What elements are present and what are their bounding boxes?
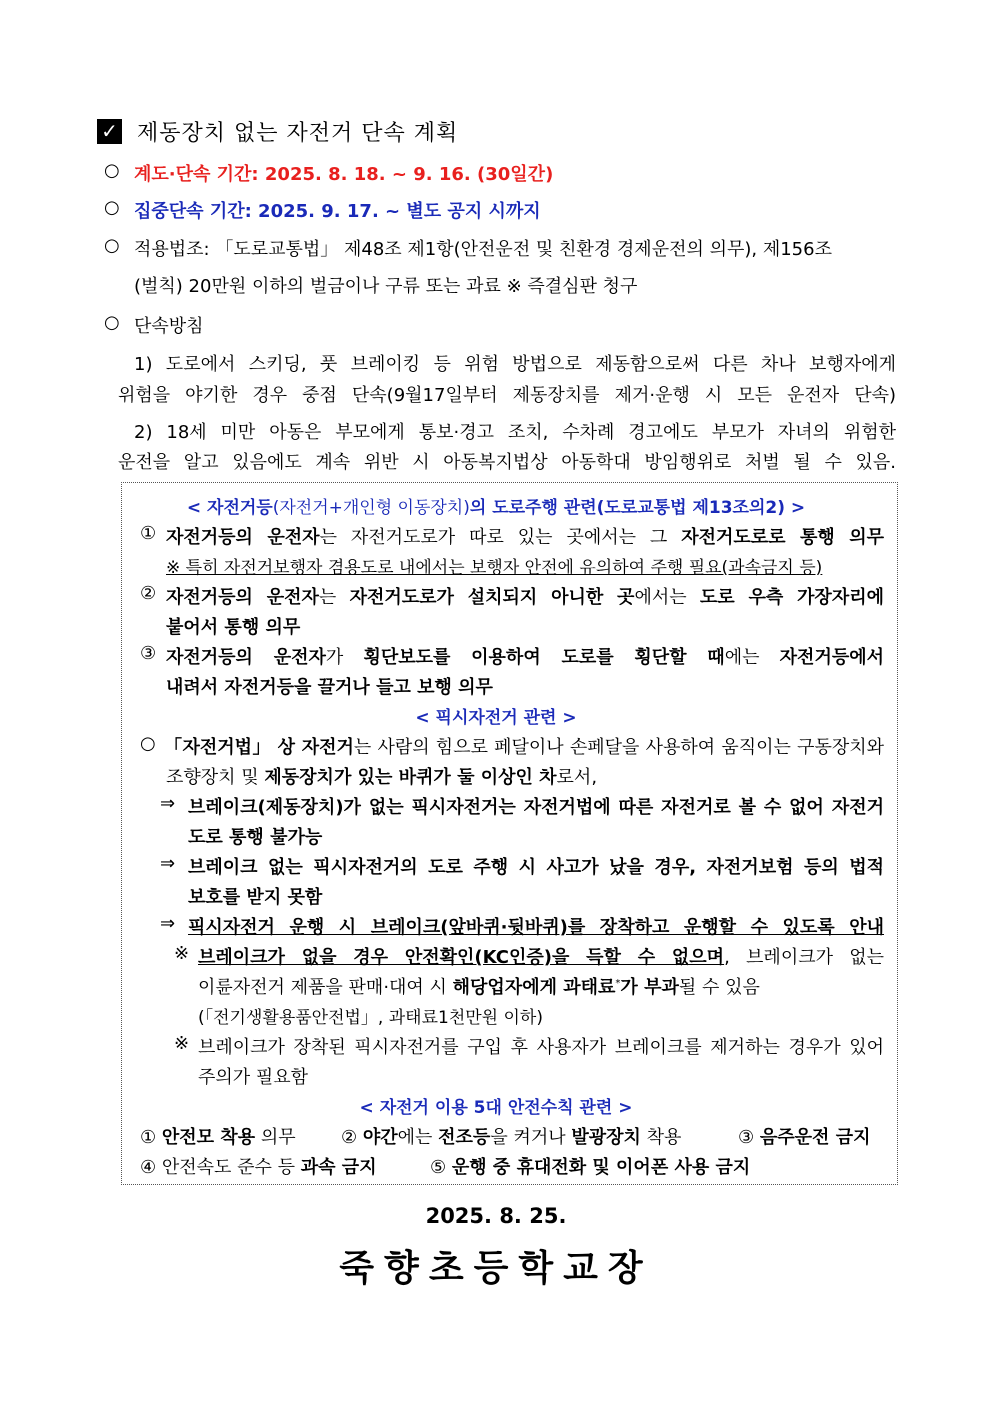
arrow-1-line-1: 브레이크(제동장치)가 없는 픽시자전거는 자전거법에 따른 자전거로 볼 수 없어 자전거 [188,797,884,818]
pixie-heading: < 픽시자전거 관련 > [415,708,577,728]
rule-3-line-2: 내려서 자전거등을 끌거나 들고 보행 의무 [166,677,493,698]
safety-rule-5: ⑤ 운행 중 휴대전화 및 이어폰 사용 금지 [430,1157,751,1178]
safety-rule-3: ③ 음주운전 금지 [738,1127,871,1148]
law-bullet: ○ [104,235,120,256]
document-date: 2025. 8. 25. [425,1204,567,1228]
law-line-1: 적용법조: 「도로교통법」 제48조 제1항(안전운전 및 친환경 경제운전의 의무), 제156조 [134,239,832,260]
focus-period: 집중단속 기간: 2025. 9. 17. ~ 별도 공지 시까지 [134,201,541,222]
note-2-line-1: 브레이크가 장착된 픽시자전거를 구입 후 사용자가 브레이크를 제거하는 경우가 있어 [198,1037,884,1058]
note-1-line-3: (「전기생활용품안전법」, 과태료1천만원 이하) [198,1008,543,1028]
note-1-line-2: 이륜자전거 제품을 판매·대여 시 해당업자에게 과태료*가 부과될 수 있음 [198,977,760,998]
pixie-definition-line-1: 「자전거법」 상 자전거는 사람의 힘으로 페달이나 손페달을 사용하여 움직이는 구동장치와 [164,737,884,758]
rule-1-text: 자전거등의 운전자는 자전거도로가 따로 있는 곳에서는 그 자전거도로로 통행 의무 [166,527,884,548]
checkbox-checked-icon: ✓ [97,119,122,144]
pixie-bullet: ○ [140,733,156,754]
safety-rules-heading: < 자전거 이용 5대 안전수칙 관련 > [359,1098,633,1118]
rule-3-text: 자전거등의 운전자가 횡단보도를 이용하여 도로를 횡단할 때에는 자전거등에서 [166,647,884,668]
document-title: 제동장치 없는 자전거 단속 계획 [137,121,459,146]
heading-part-a: < 자전거등 [186,498,273,518]
policy-2-line-1: 2) 18세 미만 아동은 부모에게 통보·경고 조치, 수차례 경고에도 부모가 자녀의 위험한 [134,422,896,443]
safety-rule-1: ① 안전모 착용 의무 [140,1127,296,1148]
arrow-2-icon: ⇒ [160,853,176,874]
law-line-2: (벌칙) 20만원 이하의 벌금이나 구류 또는 과료 ※ 즉결심판 청구 [134,276,638,297]
safety-rule-2: ② 야간에는 전조등을 켜거나 발광장치 착용 [341,1127,682,1148]
policy-bullet: ○ [104,312,120,333]
arrow-1-icon: ⇒ [160,793,176,814]
rule-2-line-2: 붙어서 통행 의무 [166,617,301,638]
note-1-mark: ※ [174,943,190,964]
arrow-3-icon: ⇒ [160,913,176,934]
principal-signature: 죽향초등학교장 [339,1248,653,1289]
policy-2-line-2: 운전을 알고 있음에도 계속 위반 시 아동복지법상 아동학대 방임행위로 처벌 될 수 있음. [118,452,896,473]
note-2-line-2: 주의가 필요함 [198,1067,309,1088]
focus-bullet: ○ [104,197,120,218]
arrow-2-line-1: 브레이크 없는 픽시자전거의 도로 주행 시 사고가 났을 경우, 자전거보험 등의 법적 [188,857,884,878]
rule-1-number: ① [140,523,157,544]
policy-title: 단속방침 [134,316,204,337]
policy-1-line-1: 1) 도로에서 스키딩, 풋 브레이킹 등 위험 방법으로 제동함으로써 다른 차나 보행자에게 [134,354,896,375]
heading-part-b: (자전거+개인형 이동장치) [272,498,470,518]
arrow-1-line-2: 도로 통행 불가능 [188,827,323,848]
arrow-2-line-2: 보호를 받지 못함 [188,887,323,908]
period-bullet: ○ [104,160,120,181]
enforcement-period: 계도·단속 기간: 2025. 8. 18. ~ 9. 16. (30일간) [134,164,554,185]
safety-rule-4: ④ 안전속도 준수 등 과속 금지 [140,1157,377,1178]
note-2-mark: ※ [174,1033,190,1054]
policy-1-line-2: 위험을 야기한 경우 중점 단속(9월17일부터 제동장치를 제거·운행 시 모든 운전자 단속) [118,385,896,406]
rule-1-note: ※ 특히 자전거보행자 겸용도로 내에서는 보행자 안전에 유의하여 주행 필요(과속금지 등) [166,558,823,578]
rule-2-text: 자전거등의 운전자는 자전거도로가 설치되지 아니한 곳에서는 도로 우측 가장자리에 [166,587,884,608]
heading-part-c: 의 도로주행 관련(도로교통법 제13조의2) > [469,498,806,518]
arrow-3-line: 픽시자전거 운행 시 브레이크(앞바퀴·뒷바퀴)를 장착하고 운행할 수 있도록 안내 [188,917,884,938]
rule-2-number: ② [140,583,157,604]
pixie-definition-line-2: 조향장치 및 제동장치가 있는 바퀴가 둘 이상인 차로서, [166,767,598,788]
rule-3-number: ③ [140,643,157,664]
road-driving-heading [0,493,992,518]
note-1-line-1: 브레이크가 없을 경우 안전확인(KC인증)을 득할 수 없으며, 브레이크가 없는 [198,947,885,968]
